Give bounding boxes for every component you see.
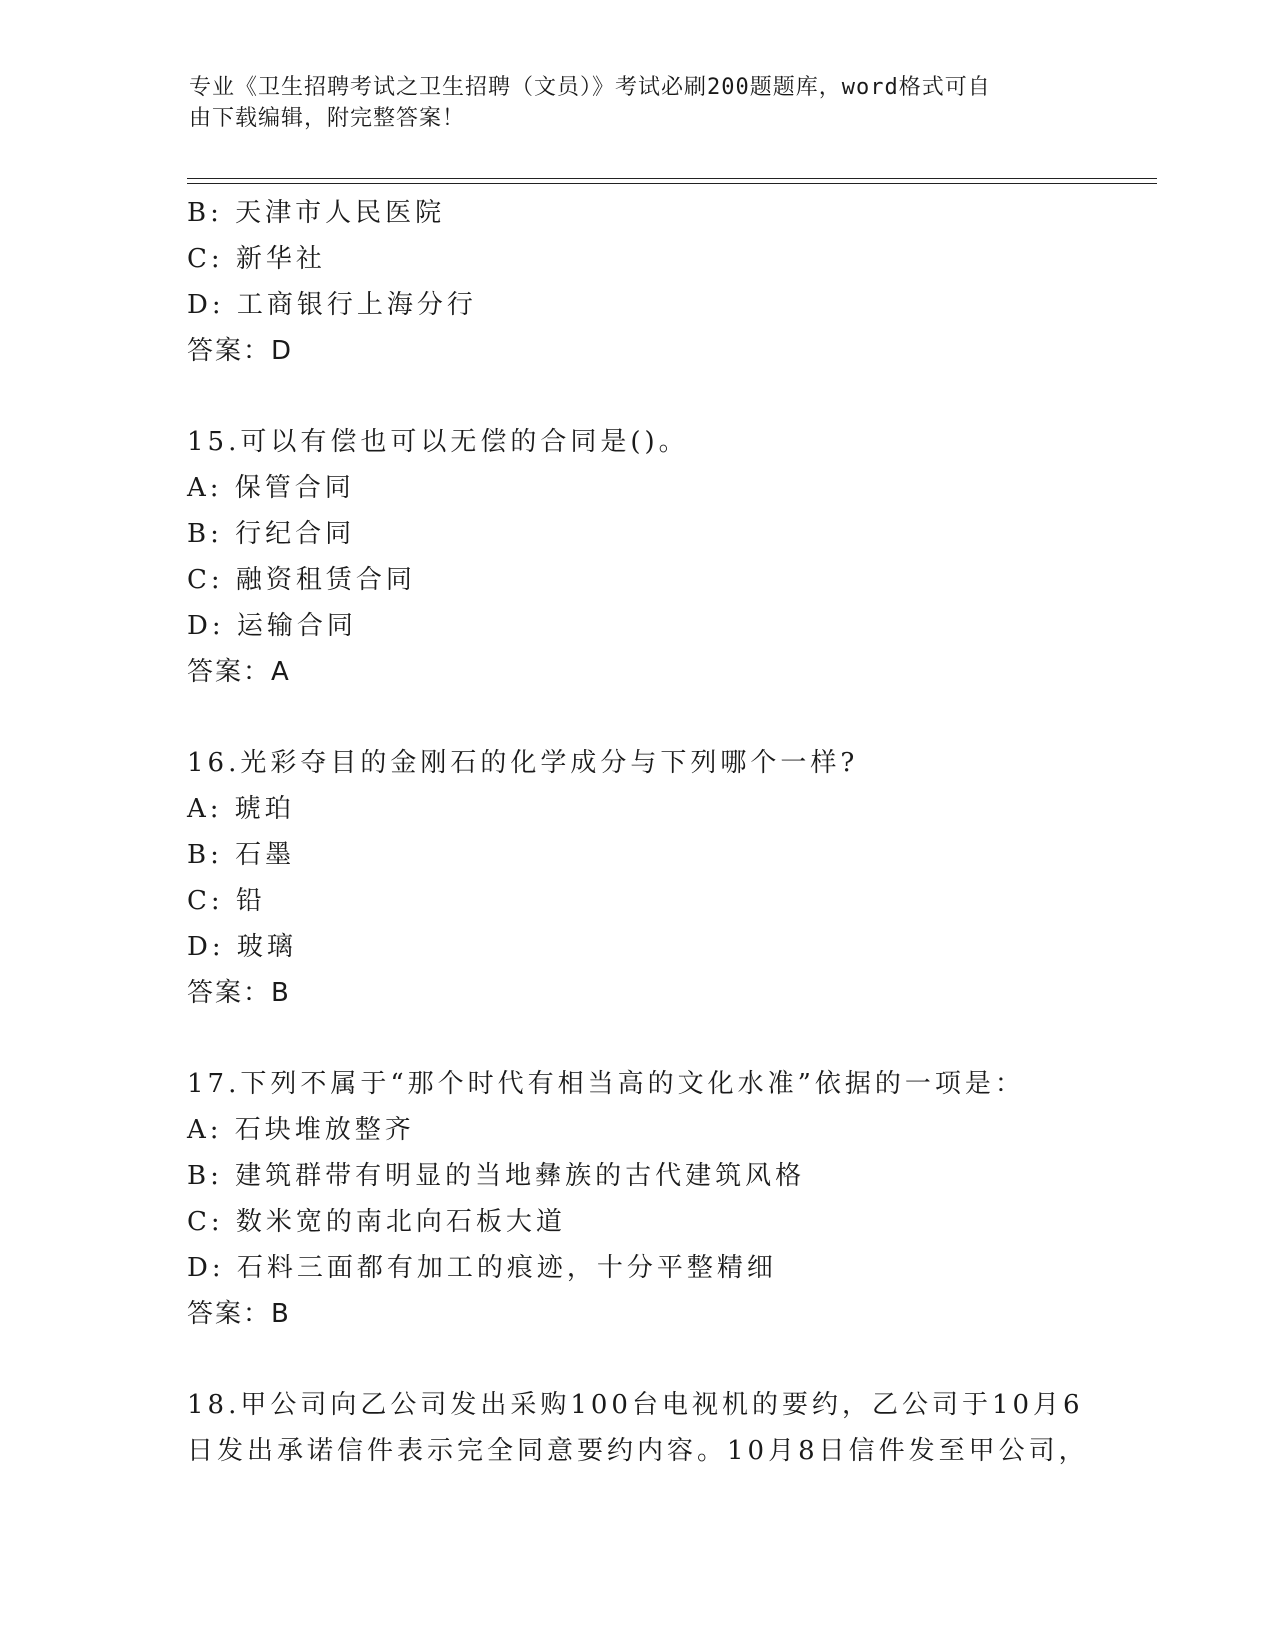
option-d: D: 石料三面都有加工的痕迹，十分平整精细	[187, 1253, 777, 1283]
question-15	[187, 419, 1147, 695]
option-a: A: 保管合同	[187, 473, 355, 503]
option-a: A: 琥珀	[187, 794, 295, 824]
option-d: D: 运输合同	[187, 611, 357, 641]
option-b: B: 天津市人民医院	[187, 198, 446, 228]
option-a: A: 石块堆放整齐	[187, 1115, 415, 1145]
header-line-2: 由下载编辑，附完整答案！	[189, 106, 466, 131]
question-14-tail	[187, 190, 1147, 374]
question-stem-line-1: 18.甲公司向乙公司发出采购100台电视机的要约，乙公司于10月6	[187, 1390, 1084, 1420]
question-18	[187, 1382, 1147, 1474]
answer-line: 答案：B	[187, 978, 291, 1008]
option-b: B: 行纪合同	[187, 519, 356, 549]
header-rule-bottom	[187, 183, 1157, 184]
question-stem: 17.下列不属于“那个时代有相当高的文化水准”依据的一项是：	[187, 1069, 1025, 1099]
header-rule-top	[187, 178, 1157, 179]
option-b: B: 建筑群带有明显的当地彝族的古代建筑风格	[187, 1161, 806, 1191]
option-d: D: 工商银行上海分行	[187, 290, 477, 320]
question-16	[187, 740, 1147, 1016]
answer-line: 答案：D	[187, 336, 294, 366]
option-c: C: 铅	[187, 886, 266, 916]
answer-line: 答案：A	[187, 657, 291, 687]
question-list	[187, 190, 1147, 1474]
option-c: C: 融资租赁合同	[187, 565, 416, 595]
question-stem-line-2: 日发出承诺信件表示完全同意要约内容。10月8日信件发至甲公司，	[187, 1436, 1089, 1466]
option-c: C: 新华社	[187, 244, 326, 274]
question-stem: 16.光彩夺目的金刚石的化学成分与下列哪个一样?	[187, 748, 859, 778]
answer-line: 答案：B	[187, 1299, 291, 1329]
option-d: D: 玻璃	[187, 932, 297, 962]
document-header	[189, 72, 1089, 134]
option-b: B: 石墨	[187, 840, 296, 870]
question-17	[187, 1061, 1147, 1337]
question-stem: 15.可以有偿也可以无偿的合同是()。	[187, 427, 689, 457]
option-c: C: 数米宽的南北向石板大道	[187, 1207, 566, 1237]
header-line-1: 专业《卫生招聘考试之卫生招聘（文员）》考试必刷200题题库，word格式可自	[189, 75, 991, 100]
